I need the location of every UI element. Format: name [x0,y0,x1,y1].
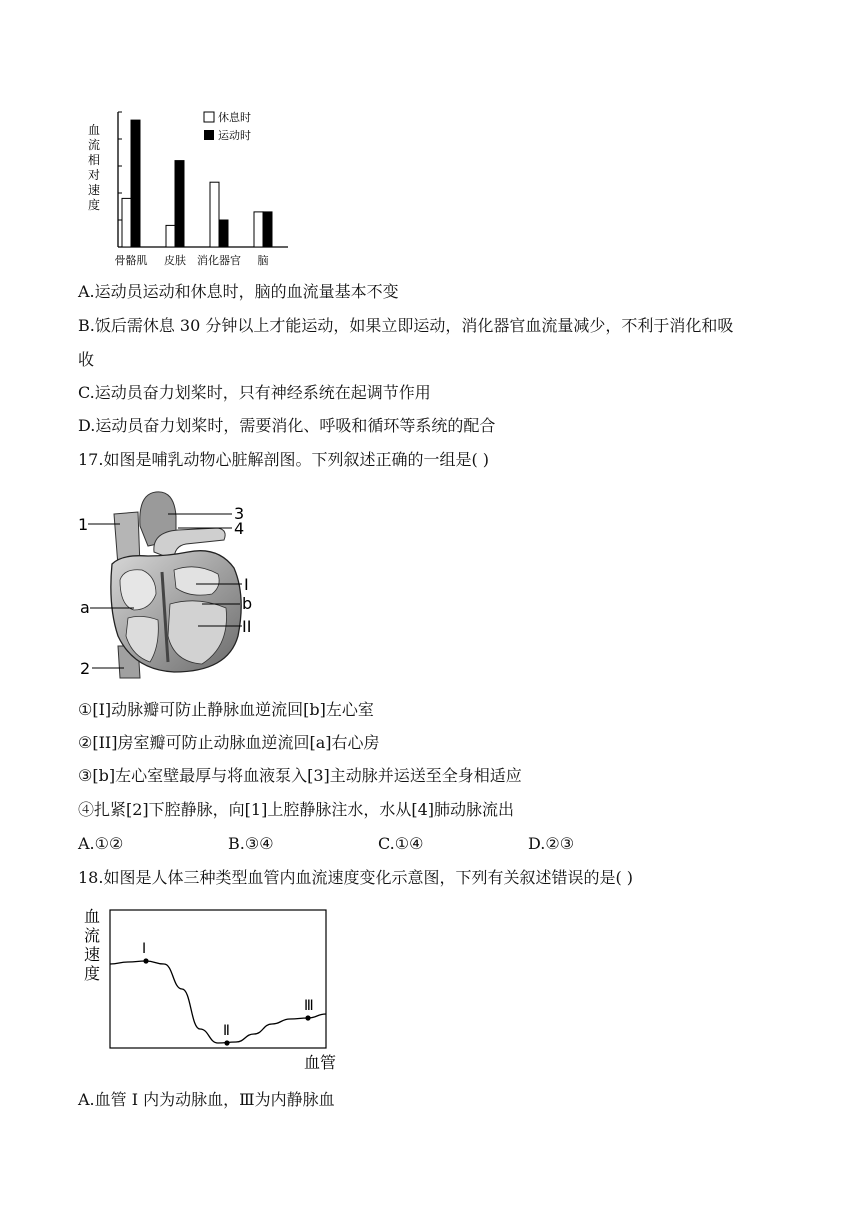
q16-option-c: C.运动员奋力划桨时，只有神经系统在起调节作用 [78,383,431,402]
bar-exercise-2 [219,220,228,247]
q17-option-b: B.③④ [228,834,274,853]
legend-swatch-exercise [204,130,214,140]
q17-statement-2: ②[II]房室瓣可防止动脉血逆流回[a]右心房 [78,733,380,752]
heart-label-1: 1 [78,515,89,534]
q18-option-a: A.血管 I 内为动脉血，Ⅲ为内静脉血 [78,1090,335,1109]
vessel-label-2: Ⅱ [223,1023,230,1039]
category-label: 脑 [257,254,269,267]
q17-statement-1: ①[I]动脉瓣可防止静脉血逆流回[b]左心室 [78,700,374,719]
q17-option-d: D.②③ [528,834,575,853]
plot-frame [110,910,326,1048]
blood-velocity-curve-chart [82,904,342,1074]
heart-diagram [78,486,258,682]
y-label-char: 流 [88,138,101,152]
legend-label-rest: 休息时 [218,111,251,124]
legend-swatch-rest [204,112,214,122]
y-label-char: 速 [88,183,101,197]
q16-option-d: D.运动员奋力划桨时，需要消化、呼吸和循环等系统的配合 [78,416,496,435]
y-axis-label [88,123,100,212]
q17-option-a: A.①② [78,834,124,853]
vessel-point-1 [143,958,148,963]
y-label-char: 度 [88,198,101,212]
category-label: 消化器官 [197,254,241,267]
category-label: 皮肤 [164,254,186,267]
legend-label-exercise: 运动时 [218,129,251,142]
y-label-char: 血 [88,123,101,137]
q18-stem: 18.如图是人体三种类型血管内血流速度变化示意图，下列有关叙述错误的是( ) [78,868,634,887]
q16-option-b-cont: 收 [78,350,95,369]
q17-statement-4: ④扎紧[2]下腔静脉，向[1]上腔静脉注水，水从[4]肺动脉流出 [78,800,514,819]
heart-label-b: b [242,594,253,613]
q17-option-c: C.①④ [378,834,424,853]
q16-option-a: A.运动员运动和休息时，脑的血流量基本不变 [78,282,399,301]
vessel-point-3 [305,1015,310,1020]
y-label-char: 相 [88,153,101,167]
velocity-curve [110,961,326,1043]
bar-rest-1 [166,225,175,247]
left-atrium-shape [174,567,219,595]
q17-statement-3: ③[b]左心室壁最厚与将血液泵入[3]主动脉并运送至全身相适应 [78,766,522,785]
vessel-label-1: Ⅰ [142,941,147,957]
vessel-label-3: Ⅲ [304,998,314,1014]
blood-flow-bar-chart [84,104,294,269]
vessel-point-2 [224,1040,229,1045]
q16-option-b: B.饭后需休息 30 分钟以上才能运动，如果立即运动，消化器官血流量减少，不利于消化和吸 [78,316,734,335]
heart-label-4: 4 [234,519,245,538]
legend [204,110,251,142]
heart-label-II: II [242,617,252,636]
y-label-char: 血 [84,907,101,926]
category-label: 骨骼肌 [114,254,148,267]
bar-exercise-1 [175,161,184,247]
heart-label-a: a [80,598,90,617]
x-axis-label: 血管 [304,1053,337,1072]
heart-label-I: I [244,575,249,594]
bar-rest-0 [122,198,131,247]
y-label-char: 度 [84,964,101,983]
bar-rest-3 [254,212,263,247]
y-axis-label [84,907,100,983]
bar-rest-2 [210,182,219,247]
y-label-char: 对 [88,168,101,182]
heart-label-3: 3 [234,504,245,523]
bar-exercise-0 [131,120,140,247]
heart-label-2: 2 [80,659,91,678]
y-label-char: 速 [84,945,101,964]
y-label-char: 流 [84,926,101,945]
bar-exercise-3 [263,212,272,247]
q17-stem: 17.如图是哺乳动物心脏解剖图。下列叙述正确的一组是( ) [78,450,490,469]
